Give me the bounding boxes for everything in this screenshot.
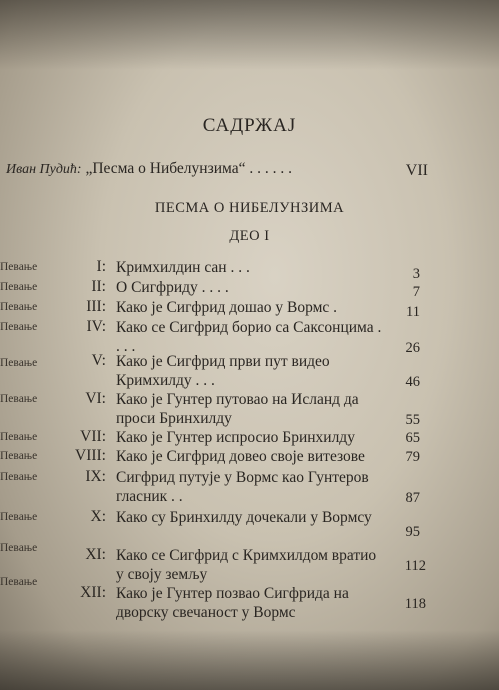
entry-label: Певање (0, 431, 38, 443)
entry-text: Како је Гунтер испросио Бринхилду (116, 429, 355, 446)
entry-page: 26 (405, 340, 420, 356)
intro-text: „Песма о Нибелунзима“ . . . . . . (85, 160, 292, 177)
intro-page-number: VII (405, 162, 428, 179)
entry-page: 11 (406, 304, 420, 320)
toc-title: САДРЖАЈ (202, 115, 297, 136)
entry-label: Певање (0, 321, 38, 333)
entry-text: Како је Сигфрид први пут видео Кримхилду . . . (116, 353, 330, 389)
intro-entry (6, 160, 416, 178)
page-shadow-top (0, 0, 499, 70)
entry-text: О Сигфриду . . . . (116, 279, 229, 296)
entry-label: Певање (0, 471, 38, 483)
entry-number: IV: (86, 318, 106, 335)
entry-label: Певање (0, 357, 38, 369)
entry-page: 3 (412, 266, 420, 282)
entry-number: III: (86, 298, 106, 315)
entry-text: Како се Сигфрид борио са Саксонцима . . . . (116, 319, 382, 355)
part-title: ДЕО I (229, 228, 270, 244)
entry-page: 65 (405, 430, 420, 446)
entry-label: Певање (0, 576, 38, 588)
entry-page: 46 (405, 374, 420, 390)
page-shadow-bottom (0, 630, 499, 690)
entry-text: Како је Сигфрид довео своје витезове (116, 448, 365, 465)
entry-text: Како је Сигфрид дошао у Вормс . (116, 299, 338, 316)
entry-page: 79 (405, 449, 420, 465)
section-title: ПЕСМА О НИБЕЛУНЗИМА (154, 200, 345, 216)
entry-text: Како су Бринхилду дочекали у Вормсу (116, 509, 372, 526)
entry-label: Певање (0, 261, 38, 273)
entry-page: 118 (404, 596, 426, 612)
entry-number: X: (90, 508, 106, 525)
entry-label: Певање (0, 281, 38, 293)
entry-label: Певање (0, 450, 38, 462)
entry-number: VII: (80, 428, 106, 445)
entry-number: VI: (85, 390, 106, 407)
entry-page: 55 (405, 412, 420, 428)
entry-number: VIII: (75, 447, 106, 464)
entry-number: IX: (85, 468, 106, 485)
entry-number: I: (96, 258, 106, 275)
entry-label: Певање (0, 393, 38, 405)
entry-number: II: (91, 278, 106, 295)
entry-number: XII: (80, 584, 106, 601)
entry-page: 95 (405, 524, 420, 540)
entry-label: Певање (0, 301, 38, 313)
entry-page: 87 (405, 490, 420, 506)
entry-text: Кримхилдин сан . . . (116, 259, 250, 276)
entry-label: Певање (0, 511, 38, 523)
entry-text: Како је Гунтер путовао на Исланд да проси Бринхилду (116, 391, 359, 427)
entry-label: Певање (0, 542, 38, 554)
entry-text: Како се Сигфрид с Кримхилдом вратио у своју земљу (116, 547, 377, 583)
entry-text: Сигфрид путује у Вормс као Гунтеров гласник . . (116, 469, 369, 505)
entry-page: 7 (412, 284, 420, 300)
entry-number: XI: (85, 546, 106, 563)
entry-text: Како је Гунтер позвао Сигфрида на дворску свечаност у Вормс (116, 585, 349, 621)
intro-author: Иван Пудић: (6, 162, 82, 177)
entry-number: V: (91, 352, 106, 369)
entry-page: 112 (404, 558, 426, 574)
